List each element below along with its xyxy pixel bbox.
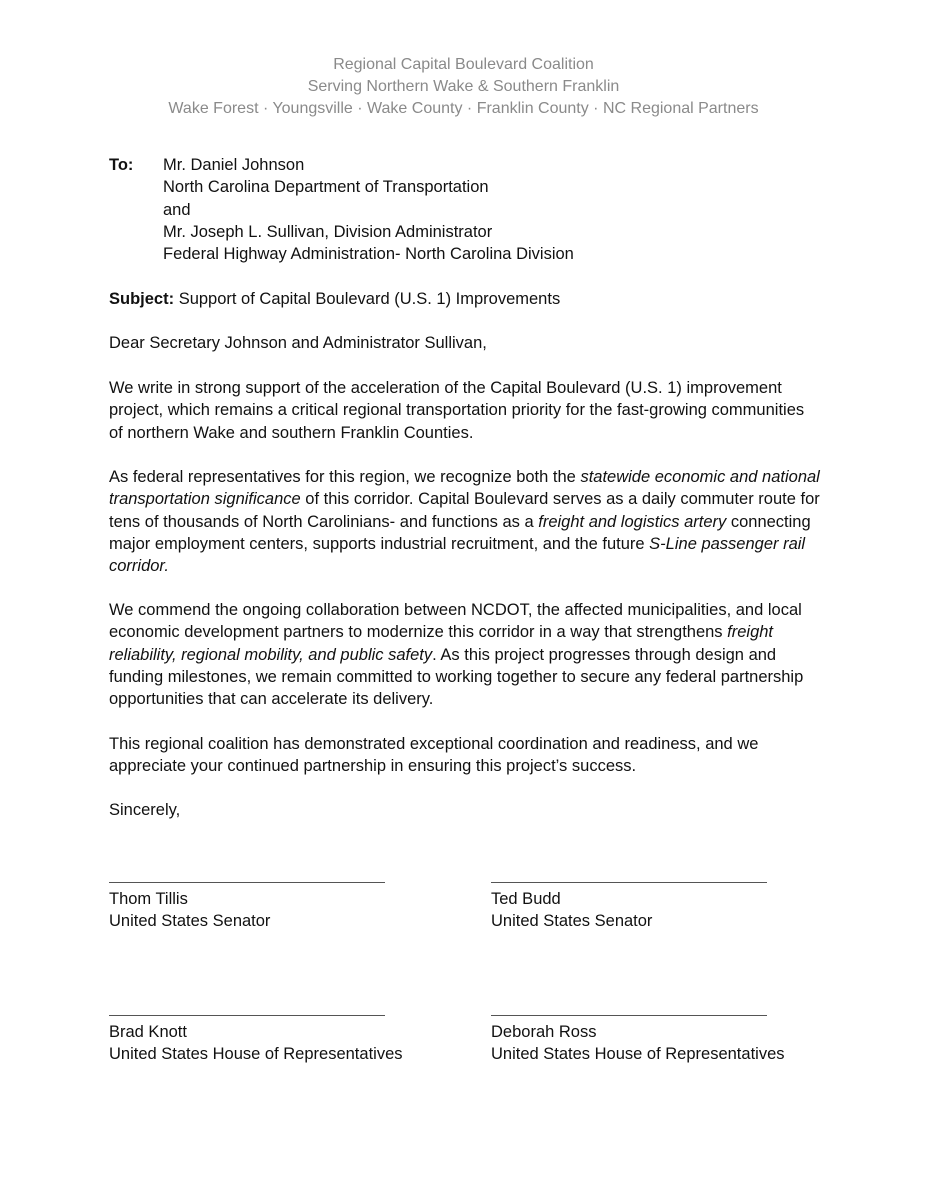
signatory-name: Thom Tillis [109,890,188,908]
paragraph-2-emphasis: statewide economic and national transportation significance [109,468,820,509]
recipient-line: Federal Highway Administration- North Carolina Division [163,245,574,264]
signature-block [491,1015,785,1066]
paragraph-1-text: We write in strong support of the acceleration of the Capital Boulevard (U.S. 1) improvement project, which remains a critical regional transportation priority for the fast-growing communities of northern Wake and southern Franklin Counties. [109,379,805,442]
signature-line [109,882,385,883]
signatory-name: Brad Knott [109,1023,187,1041]
paragraph-4-text: This regional coalition has demonstrated exceptional coordination and readiness, and we appreciate your continued partnership in ensuring this project’s success. [109,735,759,776]
paragraph-1 [109,377,821,444]
closing-text: Sincerely, [109,801,181,819]
subject-line [109,288,821,310]
recipient-line: North Carolina Department of Transportation [163,178,489,197]
paragraph-2-text: of this corridor. Capital Boulevard serves as a daily commuter route for tens of thousands of North Carolinians- and functions as a [109,490,820,531]
signature-block [491,882,767,933]
letterhead-members: Wake Forest · Youngsville · Wake County · Franklin County · NC Regional Partners [168,100,759,117]
recipient-lines [163,154,574,265]
signature-line [109,1015,385,1016]
paragraph-3-text: . As this project progresses through design and funding milestones, we remain committed to working together to secure any federal partnership opportunities that can accelerate its delivery. [109,645,804,709]
signatory-title: United States House of Representatives [109,1045,403,1064]
paragraph-3-emphasis: freight reliability, regional mobility, and public safety [109,623,774,664]
paragraph-2 [109,466,821,577]
signatory-title: United States House of Representatives [491,1045,785,1064]
signatory-name: Deborah Ross [491,1023,597,1041]
paragraph-2-text: connecting major employment centers, supports industrial recruitment, and the future [109,512,811,553]
signatory-title: United States Senator [491,912,653,931]
recipient-line: and [163,200,191,219]
letterhead [0,54,927,120]
salutation-text: Dear Secretary Johnson and Administrator Sullivan, [109,334,487,352]
signature-block [109,882,385,933]
paragraph-2-emphasis: S-Line passenger rail corridor. [109,534,806,576]
letterhead-org-name: Regional Capital Boulevard Coalition [333,56,594,73]
subject-text: Support of Capital Boulevard (U.S. 1) Improvements [178,290,561,308]
signature-line [491,1015,767,1016]
paragraph-2-text: As federal representatives for this region, we recognize both the [109,468,581,486]
recipient-line: Mr. Joseph L. Sullivan, Division Administrator [163,222,493,241]
paragraph-4 [109,733,821,778]
signature-line [491,882,767,883]
paragraph-3 [109,599,821,710]
recipient-line: Mr. Daniel Johnson [163,156,305,174]
closing [109,799,821,821]
paragraph-2-emphasis: freight and logistics artery [538,512,727,531]
signatory-title: United States Senator [109,912,271,931]
paragraph-3-text: We commend the ongoing collaboration between NCDOT, the affected municipalities, and local economic development partners to modernize this corridor in a way that strengthens [109,601,802,642]
signatory-name: Ted Budd [491,890,561,908]
signature-block [109,1015,403,1066]
salutation [109,332,821,354]
letterhead-serving: Serving Northern Wake & Southern Franklin [307,78,620,95]
subject-label: Subject: [109,290,175,308]
to-label: To: [109,156,134,174]
